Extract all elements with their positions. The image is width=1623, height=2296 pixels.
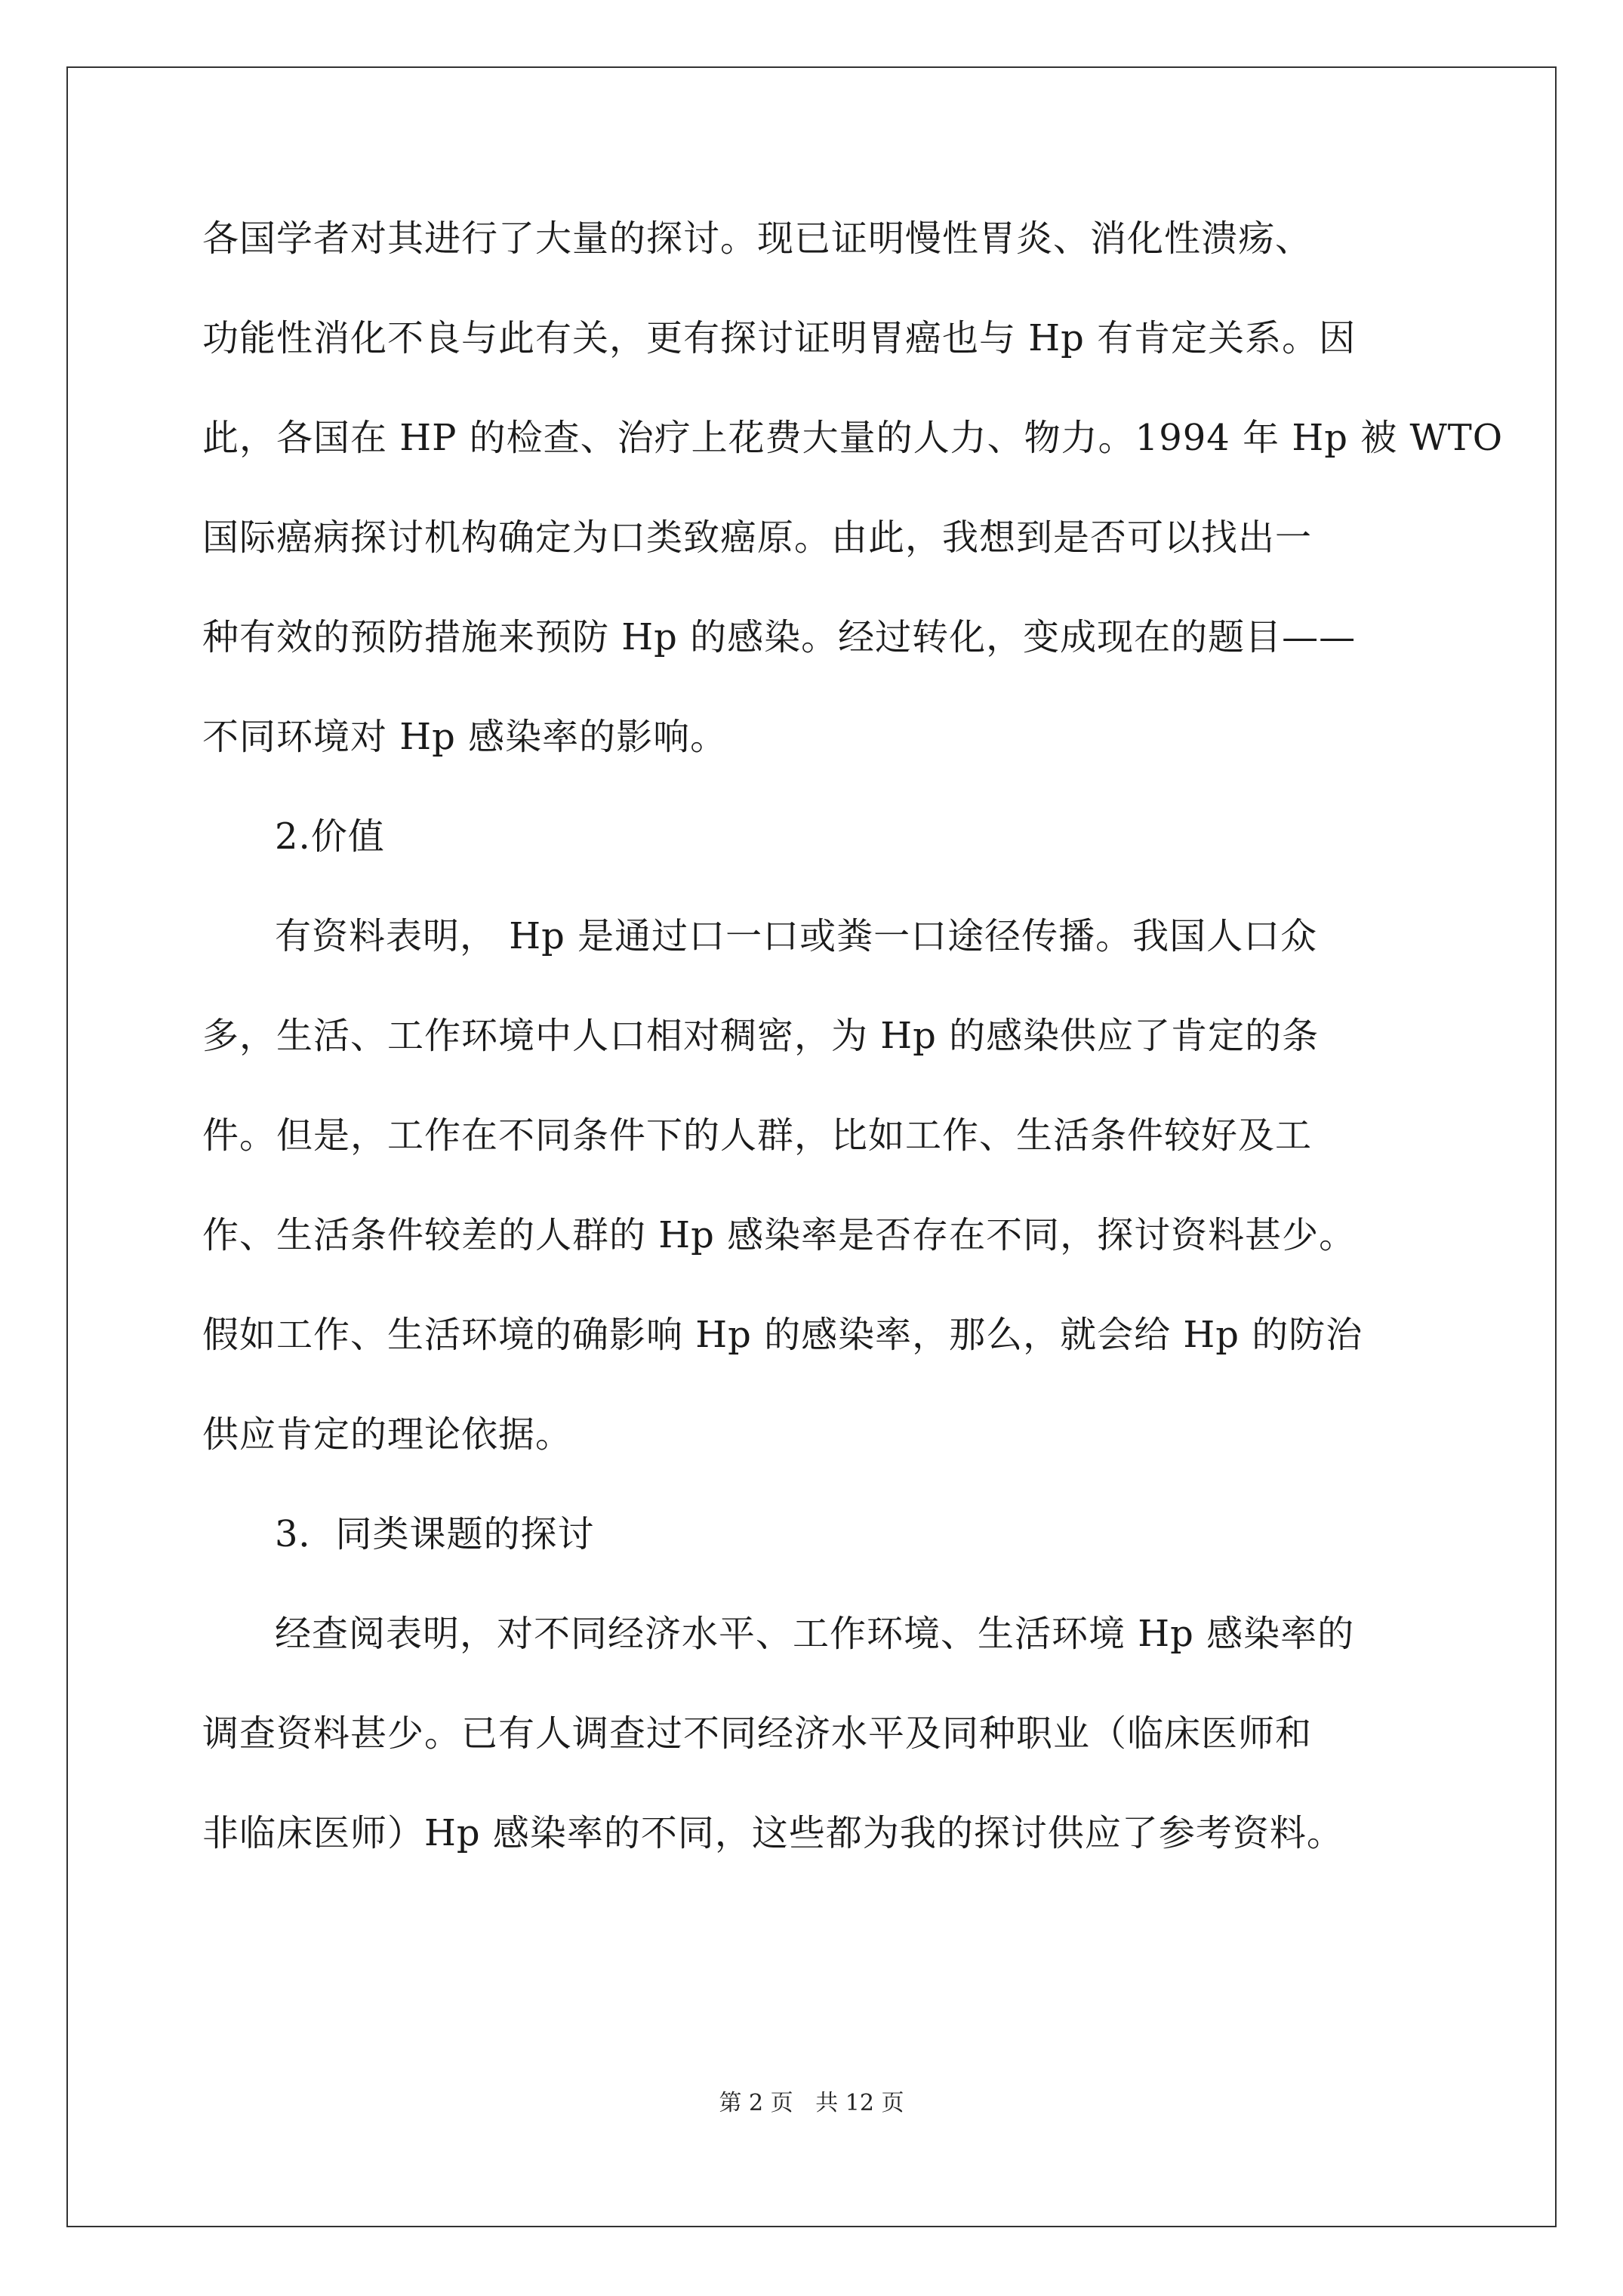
paragraph-line: 非临床医师）Hp 感染率的不同，这些都为我的探讨供应了参考资料。	[202, 1812, 1344, 1854]
paragraph-line: 种有效的预防措施来预防 Hp 的感染。经过转化，变成现在的题目——	[202, 616, 1357, 658]
paragraph-line: 功能性消化不良与此有关，更有探讨证明胃癌也与 Hp 有肯定关系。因	[202, 317, 1357, 359]
paragraph-line: 调查资料甚少。已有人调查过不同经济水平及同种职业（临床医师和	[202, 1712, 1313, 1755]
section-heading: 3．同类课题的探讨	[275, 1513, 595, 1555]
page-total: 共 12 页	[815, 2090, 904, 2116]
paragraph-line: 国际癌病探讨机构确定为口类致癌原。由此，我想到是否可以找出一	[202, 516, 1313, 559]
paragraph-line: 经查阅表明，对不同经济水平、工作环境、生活环境 Hp 感染率的	[275, 1613, 1355, 1655]
section-heading: 2.价值	[275, 815, 385, 858]
paragraph-line: 假如工作、生活环境的确影响 Hp 的感染率，那么，就会给 Hp 的防治	[202, 1314, 1363, 1356]
page-footer	[0, 2084, 1623, 2117]
paragraph-line: 不同环境对 Hp 感染率的影响。	[202, 716, 728, 758]
paragraph-line: 作、生活条件较差的人群的 Hp 感染率是否存在不同，探讨资料甚少。	[202, 1214, 1357, 1256]
paragraph-line: 件。但是，工作在不同条件下的人群，比如工作、生活条件较好及工	[202, 1114, 1313, 1157]
paragraph-line: 各国学者对其进行了大量的探讨。现已证明慢性胃炎、消化性溃疡、	[202, 217, 1313, 260]
document-body	[202, 189, 1504, 1883]
paragraph-line: 供应肯定的理论依据。	[202, 1413, 573, 1456]
paragraph-line: 多，生活、工作环境中人口相对稠密，为 Hp 的感染供应了肯定的条	[202, 1015, 1320, 1057]
paragraph-line: 此，各国在 HP 的检查、治疗上花费大量的人力、物力。1994 年 Hp 被 WTO	[202, 417, 1504, 459]
page-number: 第 2 页	[719, 2090, 793, 2116]
paragraph-line: 有资料表明， Hp 是通过口一口或粪一口途径传播。我国人口众	[275, 915, 1318, 957]
